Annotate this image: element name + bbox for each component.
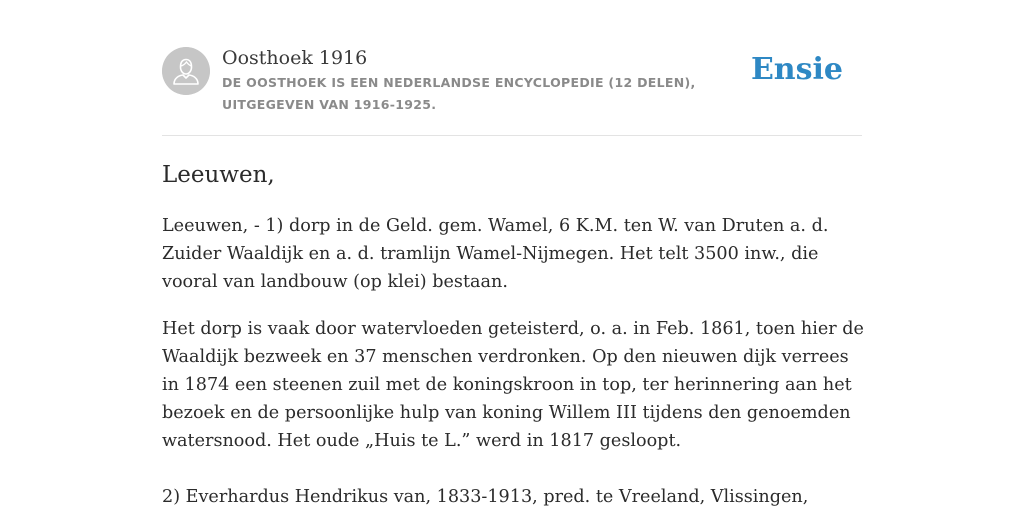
article-paragraph-1: Leeuwen, - 1) dorp in de Geld. gem. Wamel, 6 K.M. ten W. van Druten a. d. Zuider Waaldijk en a. d. tramlijn Wamel-Nijmegen. Het telt 3500 inw., die vooral van landbouw (op klei) bestaan.: [162, 216, 829, 292]
source-header: [162, 46, 862, 118]
user-icon: [162, 47, 210, 95]
source-title[interactable]: Oosthoek 1916: [222, 47, 368, 69]
source-description: DE OOSTHOEK IS EEN NEDERLANDSE ENCYCLOPEDIE (12 DELEN), UITGEGEVEN VAN 1916-1925.: [222, 75, 696, 112]
ensie-logo[interactable]: Ensie: [750, 52, 843, 87]
header-divider: [162, 135, 862, 136]
article-paragraph-3: 2) Everhardus Hendrikus van, 1833-1913, pred. te Vreeland, Vlissingen,: [162, 487, 809, 507]
avatar[interactable]: [162, 47, 210, 95]
article-title: Leeuwen,: [162, 162, 275, 188]
article: [162, 158, 867, 511]
article-paragraph-2: Het dorp is vaak door watervloeden geteisterd, o. a. in Feb. 1861, toen hier de Waaldijk bezweek en 37 menschen verdronken. Op den nieuwen dijk verrees in 1874 een steenen zuil met de koningskroon in top, ter herinnering aan het bezoek en de persoonlijke hulp van koning Willem III tijdens den genoemden watersnood. Het oude „Huis te L.” werd in 1817 gesloopt.: [162, 319, 864, 451]
